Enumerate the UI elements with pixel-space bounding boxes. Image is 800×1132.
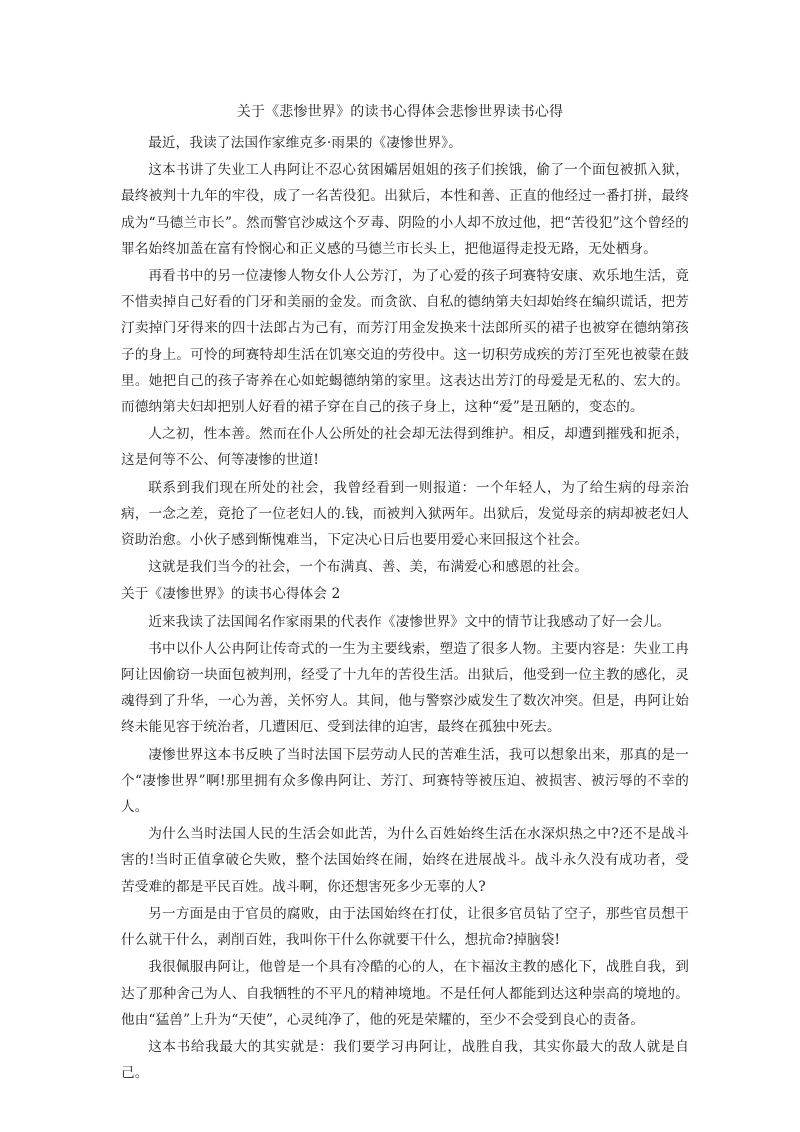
document-body <box>121 130 689 1087</box>
paragraph: 这本书讲了失业工人冉阿让不忍心贫困孀居姐姐的孩子们挨饿，偷了一个面包被抓入狱，最终被判十九年的牢役，成了一名苦役犯。出狱后，本性和善、正直的他经过一番打拼，最终成为“马德兰市长”。然而警官沙威这个歹毒、阴险的小人却不放过他，把“苦役犯”这个曾经的罪名始终加盖在富有怜悯心和正义感的马德兰市长头上，把他逼得走投无路，无处栖身。 <box>121 162 689 257</box>
paragraph: 这就是我们当今的社会，一个布满真、善、美，布满爱心和感恩的社会。 <box>148 559 588 576</box>
paragraph: 凄惨世界这本书反映了当时法国下层劳动人民的苦难生活，我可以想象出来，那真的是一个“凄惨世界”啊!那里拥有众多像冉阿让、芳汀、珂赛特等被压迫、被损害、被污辱的不幸的人。 <box>121 746 689 816</box>
section-heading: 关于《凄惨世界》的读书心得体会 2 <box>121 586 341 603</box>
paragraph: 人之初，性本善。然而在仆人公所处的社会却无法得到维护。相反，却遭到摧残和扼杀，这是何等不公、何等凄惨的世道! <box>121 426 689 469</box>
paragraph: 再看书中的另一位凄惨人物女仆人公芳汀，为了心爱的孩子珂赛特安康、欢乐地生活，竟不惜卖掉自己好看的门牙和美丽的金发。而贪欲、自私的德纳第夫妇却始终在编织谎话，把芳汀卖掉门牙得来的四十法郎占为己有，而芳汀用金发换来十法郎所买的裙子也被穿在德纳第孩子的身上。可怜的珂赛特却生活在饥寒交迫的劳役中。这一切积劳成疾的芳汀至死也被蒙在鼓里。她把自己的孩子寄养在心如蛇蝎德纳第的家里。这表达出芳汀的母爱是无私的、宏大的。而德纳第夫妇却把别人好看的裙子穿在自己的孩子身上，这种“爱”是丑陋的，变态的。 <box>121 268 689 416</box>
document-title: 关于《悲惨世界》的读书心得体会悲惨世界读书心得 <box>236 104 564 120</box>
paragraph: 另一方面是由于官员的腐败，由于法国始终在打仗，让很多官员钻了空子，那些官员想干什么就干什么，剥削百姓，我叫你干什么你就要干什么，想抗命?掉脑袋! <box>121 905 689 949</box>
paragraph: 近来我读了法国闻名作家雨果的代表作《凄惨世界》文中的情节让我感动了好一会儿。 <box>148 613 671 630</box>
paragraph: 为什么当时法国人民的生活会如此苦，为什么百姓始终生活在水深炽热之中?还不是战斗害的!当时正值拿破仑失败，整个法国始终在闹，始终在进展战斗。战斗永久没有成功者，受苦受难的都是平民百姓。战斗啊，你还想害死多少无辜的人? <box>121 826 689 895</box>
paragraph: 联系到我们现在所处的社会，我曾经看到一则报道：一个年轻人，为了给生病的母亲治病，一念之差，竟抢了一位老妇人的.钱，而被判入狱两年。出狱后，发觉母亲的病却被老妇人资助治愈。小伙子感到惭愧难当，下定决心日后也要用爱心来回报这个社会。 <box>121 479 689 549</box>
paragraph: 我很佩服冉阿让，他曾是一个具有冷酷的心的人，在卞福汝主教的感化下，战胜自我，到达了那种舍己为人、自我牺牲的不平凡的精神境地。不是任何人都能到达这种崇高的境地的。他由“猛兽”上升为“天使”，心灵纯净了，他的死是荣耀的，至少不会受到良心的责备。 <box>121 959 689 1028</box>
paragraph: 这本书给我最大的其实就是：我们要学习冉阿让，战胜自我，其实你最大的敌人就是自己。 <box>121 1038 689 1082</box>
paragraph: 书中以仆人公冉阿让传奇式的一生为主要线索，塑造了很多人物。主要内容是：失业工冉阿让因偷窃一块面包被判刑，经受了十九年的苦役生活。出狱后，他受到一位主教的感化，灵魂得到了升华，一心为善，关怀穷人。其间，他与警察沙威发生了数次冲突。但是，冉阿让始终未能见容于统治者，几遭困厄、受到法律的迫害，最终在孤独中死去。 <box>121 640 689 736</box>
paragraph: 最近，我读了法国作家维克多·雨果的《凄惨世界》。 <box>148 135 462 151</box>
